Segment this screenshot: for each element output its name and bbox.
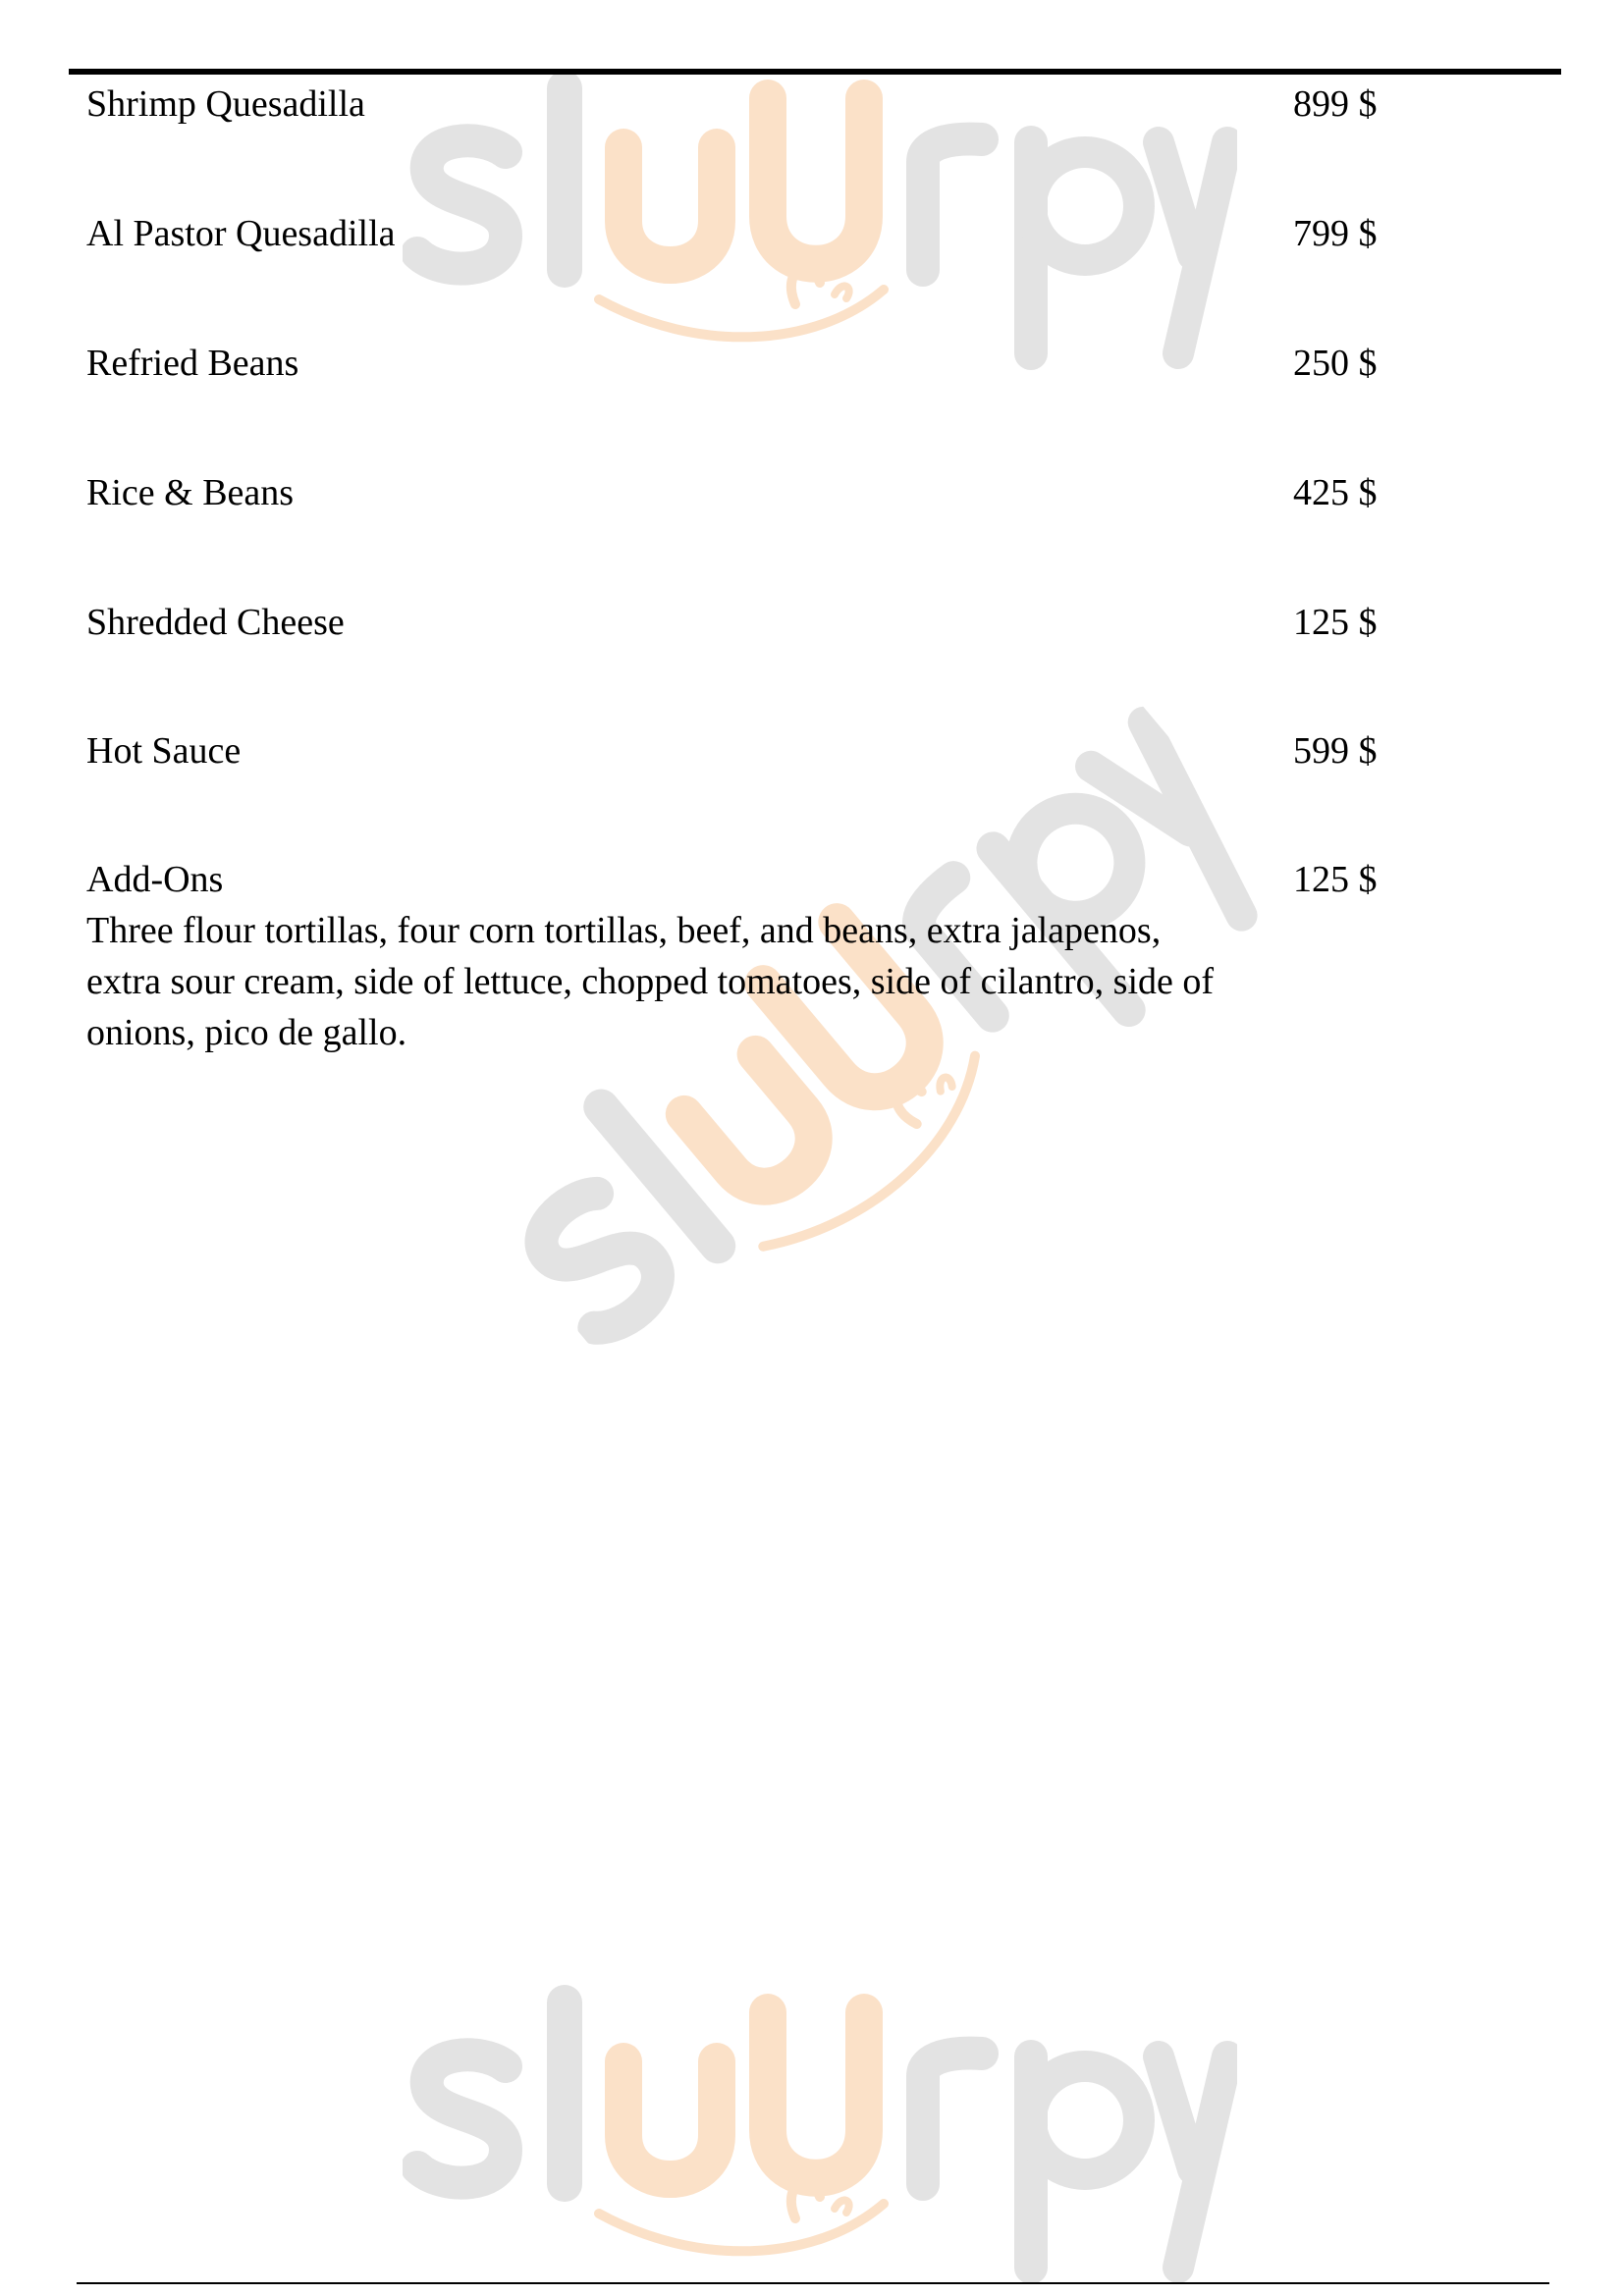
item-name: Shrimp Quesadilla <box>86 83 365 125</box>
item-price: 250 $ <box>1293 343 1378 384</box>
item-price: 799 $ <box>1293 213 1378 254</box>
item-name: Shredded Cheese <box>86 602 345 643</box>
item-name: Add-Ons <box>86 859 224 900</box>
watermark-logo-top <box>403 59 1237 373</box>
bottom-divider <box>77 2282 1549 2284</box>
top-divider <box>69 69 1561 75</box>
item-price: 425 $ <box>1293 472 1378 513</box>
item-name: Al Pastor Quesadilla <box>86 213 396 254</box>
item-name: Refried Beans <box>86 343 299 384</box>
item-price: 599 $ <box>1293 730 1378 772</box>
item-price: 125 $ <box>1293 859 1378 900</box>
watermark-logo-bottom <box>403 1973 1237 2287</box>
item-description: Three flour tortillas, four corn tortillas, beef, and beans, extra jalapenos, extra sour cream, side of lettuce, chopped tomatoes, side of cilantro, side of onions, pico de gallo. <box>86 910 1215 1053</box>
item-name: Hot Sauce <box>86 730 242 772</box>
item-price: 125 $ <box>1293 602 1378 643</box>
item-price: 899 $ <box>1293 83 1378 125</box>
item-name: Rice & Beans <box>86 472 295 513</box>
